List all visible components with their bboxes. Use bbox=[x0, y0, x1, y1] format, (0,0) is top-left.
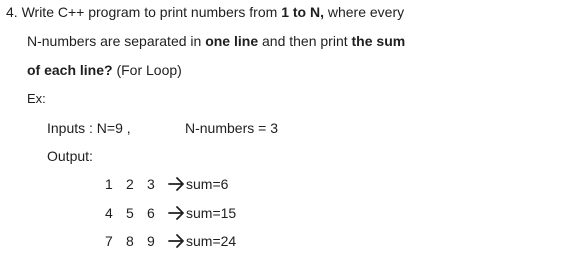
n-numbers-text: N-numbers = 3 bbox=[185, 120, 278, 136]
question-text: N-numbers are separated in bbox=[27, 33, 206, 49]
output-number: 9 bbox=[147, 233, 155, 249]
output-row bbox=[0, 232, 576, 250]
right-arrow-icon bbox=[167, 204, 186, 222]
question-line-1 bbox=[6, 3, 404, 21]
output-label: Output: bbox=[47, 148, 93, 164]
question-line-2 bbox=[27, 32, 405, 50]
output-number: 3 bbox=[147, 176, 155, 192]
output-number: 6 bbox=[147, 205, 155, 221]
question-text: where every bbox=[323, 4, 405, 20]
example-label: Ex: bbox=[27, 91, 46, 106]
question-emphasis: of each line? bbox=[27, 62, 113, 78]
question-range: 1 to N, bbox=[281, 4, 324, 20]
line-sum: sum=15 bbox=[186, 205, 237, 221]
line-sum: sum=24 bbox=[186, 233, 237, 249]
output-number: 7 bbox=[105, 233, 113, 249]
output-row bbox=[0, 175, 576, 193]
right-arrow-icon bbox=[167, 175, 186, 193]
question-text: (For Loop) bbox=[112, 62, 182, 78]
output-number: 1 bbox=[105, 176, 113, 192]
output-number: 8 bbox=[126, 233, 134, 249]
output-number: 5 bbox=[126, 205, 134, 221]
output-number: 4 bbox=[105, 205, 113, 221]
question-line-3 bbox=[27, 61, 182, 79]
question-emphasis: the sum bbox=[351, 33, 406, 49]
output-row bbox=[0, 204, 576, 222]
output-number: 2 bbox=[126, 176, 134, 192]
question-text: 4. Write C++ program to print numbers from bbox=[6, 4, 282, 20]
inputs-text: Inputs : N=9 , bbox=[47, 120, 131, 136]
question-text: and then print bbox=[258, 33, 352, 49]
right-arrow-icon bbox=[167, 232, 186, 250]
line-sum: sum=6 bbox=[186, 176, 229, 192]
question-emphasis: one line bbox=[205, 33, 259, 49]
